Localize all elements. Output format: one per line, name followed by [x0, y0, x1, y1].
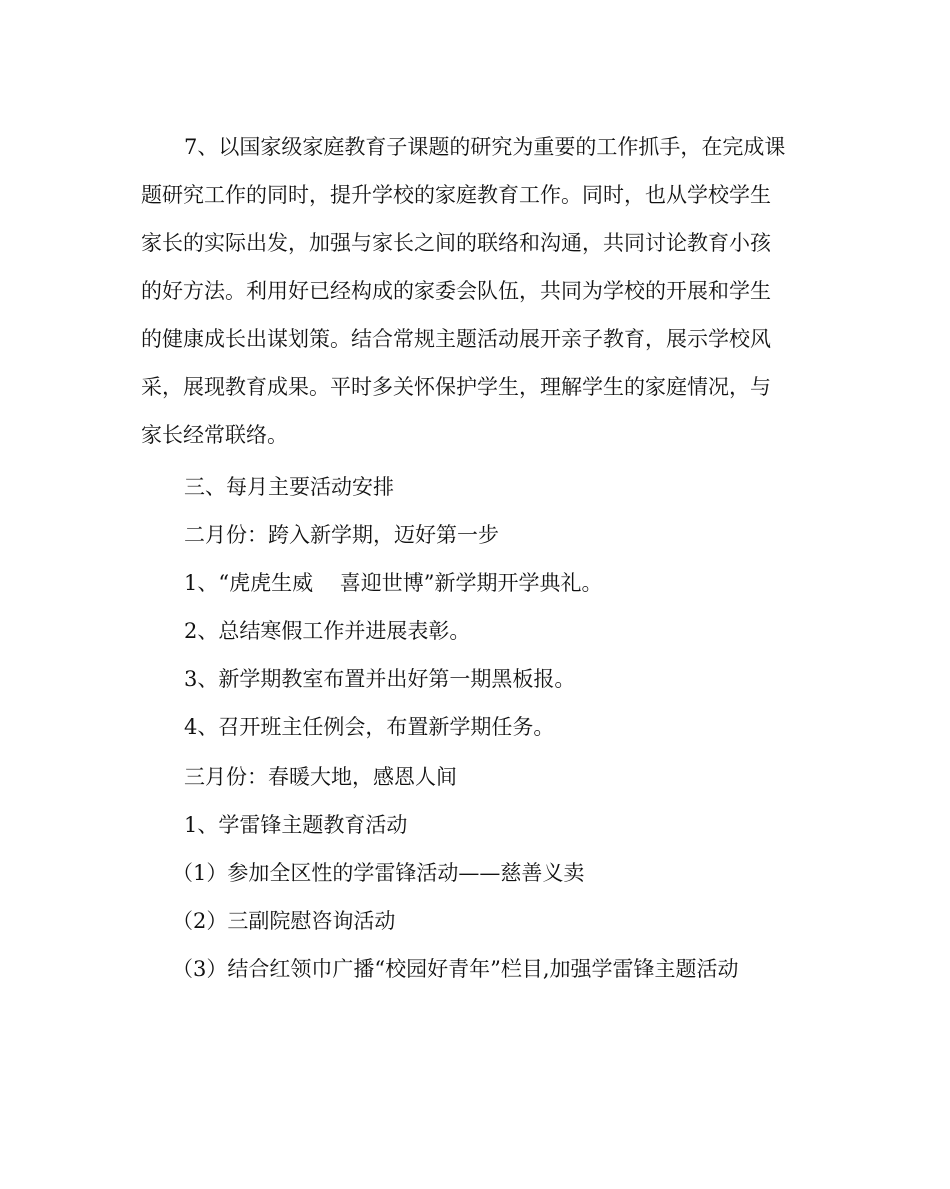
paragraph-7-line-5: 的健康成长出谋划策。结合常规主题活动展开亲子教育，展示学校风: [141, 327, 771, 351]
paragraph-7-line-3: 家长的实际出发，加强与家长之间的联络和沟通，共同讨论教育小孩: [141, 231, 771, 255]
february-item-1: 1、“虎虎生威 喜迎世博”新学期开学典礼。: [184, 571, 603, 595]
march-subitem-1: （1）参加全区性的学雷锋活动——慈善义卖: [172, 861, 585, 885]
paragraph-7-line-6: 采，展现教育成果。平时多关怀保护学生，理解学生的家庭情况，与: [141, 375, 771, 399]
march-subitem-3: （3）结合红领巾广播“校园好青年”栏目,加强学雷锋主题活动: [172, 957, 739, 981]
paragraph-7-line-4: 的好方法。利用好已经构成的家委会队伍，共同为学校的开展和学生: [141, 279, 771, 303]
march-heading: 三月份：春暖大地，感恩人间: [184, 765, 457, 789]
february-item-2: 2、总结寒假工作并进展表彰。: [184, 619, 471, 643]
february-heading: 二月份：跨入新学期，迈好第一步: [184, 523, 499, 547]
section-three-title: 三、每月主要活动安排: [184, 475, 394, 499]
february-item-3: 3、新学期教室布置并出好第一期黑板报。: [184, 667, 576, 691]
paragraph-7-line-2: 题研究工作的同时，提升学校的家庭教育工作。同时，也从学校学生: [141, 183, 771, 207]
paragraph-7-line-1: 7、以国家级家庭教育子课题的研究为重要的工作抓手，在完成课: [184, 135, 786, 159]
february-item-4: 4、召开班主任例会，布置新学期任务。: [184, 715, 555, 739]
march-subitem-2: （2）三副院慰咨询活动: [172, 909, 396, 933]
march-item-1: 1、学雷锋主题教育活动: [184, 813, 408, 837]
paragraph-7-line-7: 家长经常联络。: [141, 423, 288, 447]
